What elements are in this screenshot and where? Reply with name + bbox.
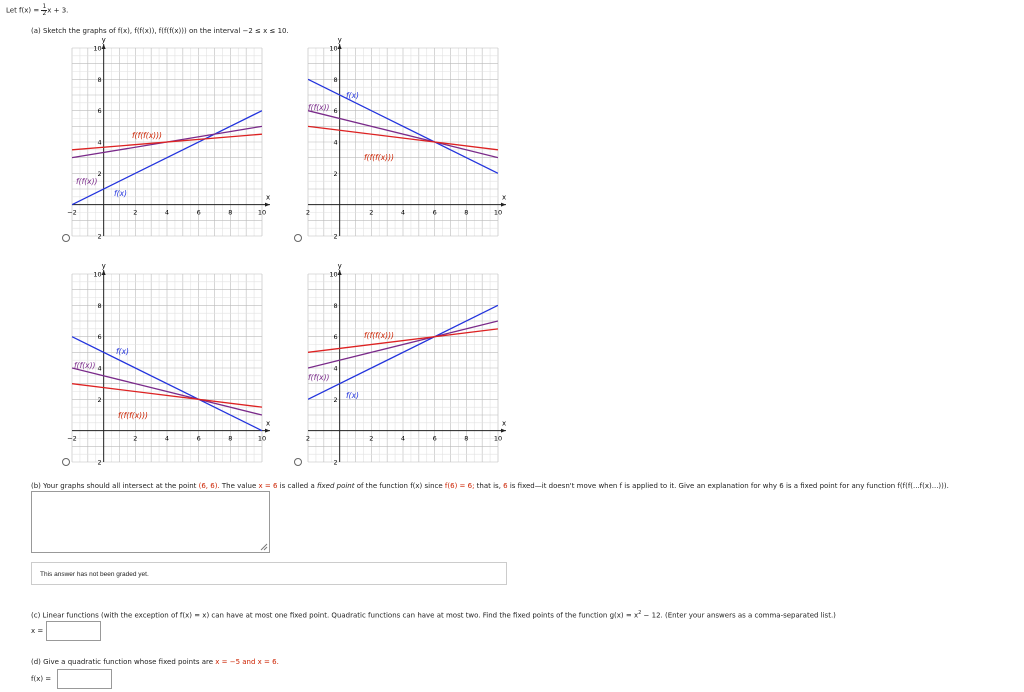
x-tick-label: 2: [369, 434, 374, 443]
y-tick-label: 8: [333, 301, 338, 310]
problem-prefix: Let f(x) =: [6, 6, 42, 15]
x-tick-label: 10: [257, 208, 267, 217]
y-tick-label: 6: [97, 333, 102, 342]
graph-option-2[interactable]: [296, 36, 516, 246]
x-axis-arrow-icon: [501, 429, 506, 433]
x-tick-label: 6: [432, 434, 437, 443]
series-label-f: f(x): [346, 91, 359, 100]
x-tick-label: 2: [133, 434, 138, 443]
y-axis-label: y: [101, 36, 106, 44]
series-label-f: f(x): [346, 391, 359, 400]
part-c-answer-input[interactable]: [46, 621, 101, 641]
y-tick-label: 2: [333, 169, 338, 178]
y-tick-label: 8: [97, 75, 102, 84]
y-tick-label: 6: [333, 333, 338, 342]
y-tick-label: 8: [333, 75, 338, 84]
part-c-prompt: (c) Linear functions (with the exception of f(x) = x) can have at most one fixed point. Quadratic functions can have at most two. Find the fixed points of the function $g(x) = x^2 - 12$. (Enter your answers as a comma-separated list.): [31, 610, 836, 620]
x-tick-label: 4: [400, 208, 406, 217]
x-tick-label: 4: [400, 434, 406, 443]
x-tick-label: 2: [133, 208, 138, 217]
x-axis-label: x: [266, 419, 271, 428]
grading-status-text: This answer has not been graded yet.: [40, 571, 149, 578]
y-tick-label: 2: [333, 232, 338, 241]
y-tick-label: 2: [97, 458, 102, 467]
x-tick-label: 10: [493, 208, 503, 217]
fraction-one-half: $\frac{1}{2}$: [42, 3, 47, 17]
y-axis-arrow-icon: [338, 44, 342, 49]
x-tick-label: 6: [432, 208, 437, 217]
y-tick-label: 2: [97, 232, 102, 241]
part-d-answer-label: f(x) =: [31, 675, 52, 683]
x-tick-label: 8: [464, 208, 469, 217]
x-axis-label: x: [266, 193, 271, 202]
y-axis-arrow-icon: [338, 270, 342, 275]
x-axis-arrow-icon: [265, 429, 270, 433]
series-label-f: f(x): [116, 347, 129, 356]
y-axis-label: y: [101, 262, 106, 270]
y-tick-label: 6: [97, 107, 102, 116]
graph-option-4[interactable]: [296, 262, 516, 472]
y-tick-label: 8: [97, 301, 102, 310]
x-tick-label: −2: [67, 434, 77, 443]
x-axis-arrow-icon: [265, 203, 270, 207]
x-tick-label: −2: [67, 208, 77, 217]
y-tick-label: 10: [329, 270, 338, 279]
graph-option-1[interactable]: [60, 36, 280, 246]
x-tick-label: 2: [369, 208, 374, 217]
series-label-fff: f(f(f(x))): [364, 153, 394, 162]
part-d-answer-input[interactable]: [57, 669, 112, 689]
series-label-fff: f(f(f(x))): [132, 131, 162, 140]
x-tick-label: 8: [228, 434, 233, 443]
y-tick-label: 10: [329, 44, 338, 53]
part-b-answer-textarea[interactable]: [31, 491, 270, 553]
x-tick-label: 2: [305, 434, 311, 443]
x-axis-label: x: [502, 419, 507, 428]
part-b-prompt: (b) Your graphs should all intersect at the point (6, 6). The value x = 6 is called a fixed point of the function f(x) since f(6) = 6; that is, 6 is fixed—it doesn't move when f is applied to it. Give an explanation for why 6 is a fixed point for any function f(f(f(...f(x)...))).: [31, 482, 949, 490]
part-c-answer-label: x =: [31, 627, 44, 635]
problem-statement: [6, 4, 68, 17]
x-tick-label: 2: [305, 208, 311, 217]
y-axis-arrow-icon: [102, 44, 106, 49]
x-tick-label: 4: [164, 208, 170, 217]
y-tick-label: 2: [333, 458, 338, 467]
y-tick-label: 2: [333, 395, 338, 404]
x-tick-label: 4: [164, 434, 170, 443]
series-label-ff: f(f(x)): [308, 373, 330, 382]
y-tick-label: 6: [333, 107, 338, 116]
y-tick-label: 2: [97, 395, 102, 404]
part-a-prompt: (a) Sketch the graphs of f(x), f(f(x)), f(f(f(x))) on the interval −2 ≤ x ≤ 10.: [31, 27, 289, 35]
series-label-ff: f(f(x)): [74, 361, 96, 370]
x-tick-label: 8: [228, 208, 233, 217]
series-label-fff: f(f(f(x))): [364, 331, 394, 340]
y-tick-label: 4: [333, 364, 338, 373]
y-tick-label: 4: [333, 138, 338, 147]
part-d-prompt: (d) Give a quadratic function whose fixed points are x = −5 and x = 6.: [31, 658, 279, 666]
x-tick-label: 8: [464, 434, 469, 443]
y-tick-label: 4: [97, 138, 102, 147]
series-label-f: f(x): [114, 189, 127, 198]
series-label-ff: f(f(x)): [308, 103, 330, 112]
x-tick-label: 6: [196, 434, 201, 443]
y-tick-label: 2: [97, 169, 102, 178]
grading-status-panel: [31, 562, 507, 585]
x-axis-label: x: [502, 193, 507, 202]
y-tick-label: 4: [97, 364, 102, 373]
y-axis-label: y: [337, 36, 342, 44]
series-label-fff: f(f(f(x))): [118, 411, 148, 420]
x-axis-arrow-icon: [501, 203, 506, 207]
y-tick-label: 10: [93, 270, 102, 279]
x-tick-label: 6: [196, 208, 201, 217]
y-axis-arrow-icon: [102, 270, 106, 275]
x-tick-label: 10: [257, 434, 267, 443]
graph-option-3[interactable]: [60, 262, 280, 472]
y-tick-label: 10: [93, 44, 102, 53]
y-axis-label: y: [337, 262, 342, 270]
resize-handle-icon[interactable]: [260, 543, 268, 551]
series-label-ff: f(f(x)): [76, 177, 98, 186]
problem-suffix: x + 3.: [47, 6, 69, 15]
x-tick-label: 10: [493, 434, 503, 443]
